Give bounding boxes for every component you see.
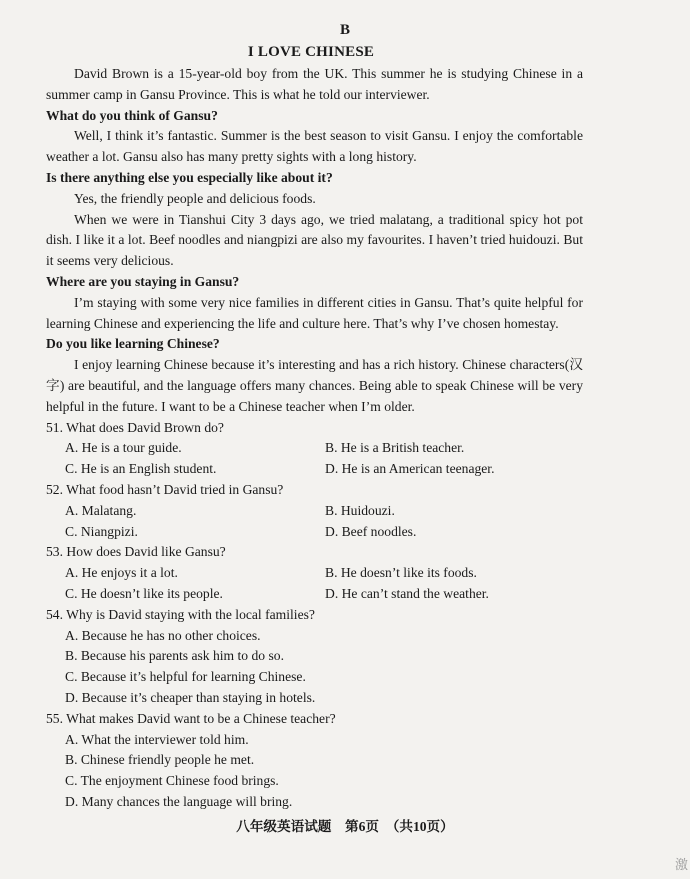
answer-option: D. He is an American teenager.	[325, 461, 495, 477]
answer-option: C. Because it’s helpful for learning Chinese.	[65, 669, 306, 685]
question-stem: 55. What makes David want to be a Chinese teacher?	[46, 710, 336, 726]
question-stem: 52. What food hasn’t David tried in Gansu?	[46, 481, 284, 497]
answer-option: B. Because his parents ask him to do so.	[65, 648, 284, 664]
passage-body	[46, 64, 583, 418]
answer-option: D. He can’t stand the weather.	[325, 585, 489, 601]
interview-question: What do you think of Gansu?	[46, 107, 218, 123]
answer-option: C. Niangpizi.	[65, 523, 138, 539]
answer-option: B. Chinese friendly people he met.	[65, 752, 255, 768]
answer-option: A. Because he has no other choices.	[65, 627, 261, 643]
interview-question: Do you like learning Chinese?	[46, 336, 220, 352]
answer-option: D. Many chances the language will bring.	[65, 793, 293, 809]
paragraph: I’m staying with some very nice families in different cities in Gansu. That’s quite helpful for learning Chinese and experiencing the life and culture here. That’s why I’ve chosen homestay.	[46, 294, 583, 331]
question-stem: 51. What does David Brown do?	[46, 419, 224, 435]
answer-options	[46, 730, 583, 813]
passage-title: I LOVE CHINESE	[247, 44, 375, 60]
answer-option: A. What the interviewer told him.	[65, 731, 249, 747]
paragraph: Yes, the friendly people and delicious foods.	[74, 190, 316, 206]
passage-content	[46, 64, 583, 813]
interview-question: Is there anything else you especially like about it?	[46, 169, 333, 185]
paragraph: Well, I think it’s fantastic. Summer is the best season to visit Gansu. I enjoy the comfortable weather a lot. Gansu also has many pretty sights with a long history.	[46, 128, 583, 165]
paragraph: David Brown is a 15-year-old boy from the UK. This summer he is studying Chinese in a summer camp in Gansu Province. This is what he told our interviewer.	[46, 66, 583, 102]
answer-option: A. Malatang.	[65, 502, 137, 518]
answer-options	[46, 501, 583, 543]
answer-option: B. He is a British teacher.	[325, 440, 465, 456]
answer-option: A. He is a tour guide.	[65, 440, 182, 456]
answer-option: A. He enjoys it a lot.	[65, 565, 178, 581]
answer-option: C. The enjoyment Chinese food brings.	[65, 773, 279, 789]
answer-options	[46, 563, 583, 605]
question-stem: 54. Why is David staying with the local families?	[46, 606, 315, 622]
answer-option: C. He is an English student.	[65, 461, 217, 477]
answer-options	[46, 626, 583, 709]
answer-option: B. He doesn’t like its foods.	[325, 565, 477, 581]
section-label: B	[339, 22, 350, 38]
answer-option: D. Because it’s cheaper than staying in hotels.	[65, 689, 316, 705]
paragraph: When we were in Tianshui City 3 days ago, we tried malatang, a traditional spicy hot pot dish. I like it a lot. Beef noodles and niangpizi are also my favourites. I haven’t tried huidouzi. But it seems very delicious.	[46, 211, 583, 269]
answer-option: D. Beef noodles.	[325, 523, 417, 539]
answer-option: B. Huidouzi.	[325, 502, 395, 518]
page-footer: 八年级英语试题 第6页 （共10页）	[236, 819, 454, 834]
answer-options	[46, 438, 583, 480]
paragraph: I enjoy learning Chinese because it’s interesting and has a rich history. Chinese characters(汉字) are beautiful, and the language offers many chances. Being able to speak Chinese will be very helpful in the future. I want to be a Chinese teacher when I’m older.	[46, 357, 583, 414]
question-stem: 53. How does David like Gansu?	[46, 544, 226, 560]
interview-question: Where are you staying in Gansu?	[46, 273, 240, 289]
watermark: 激	[674, 857, 688, 872]
question-list	[46, 418, 583, 813]
answer-option: C. He doesn’t like its people.	[65, 585, 223, 601]
